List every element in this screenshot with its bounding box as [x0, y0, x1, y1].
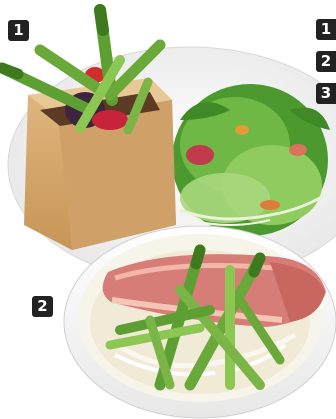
- right-badge-1: 1: [316, 19, 336, 40]
- right-badge-2: 2: [316, 51, 336, 72]
- right-badge-3: 3: [316, 83, 336, 104]
- badge-2: 2: [32, 296, 53, 317]
- badge-1: 1: [8, 20, 29, 41]
- right-badge-column: [316, 19, 336, 115]
